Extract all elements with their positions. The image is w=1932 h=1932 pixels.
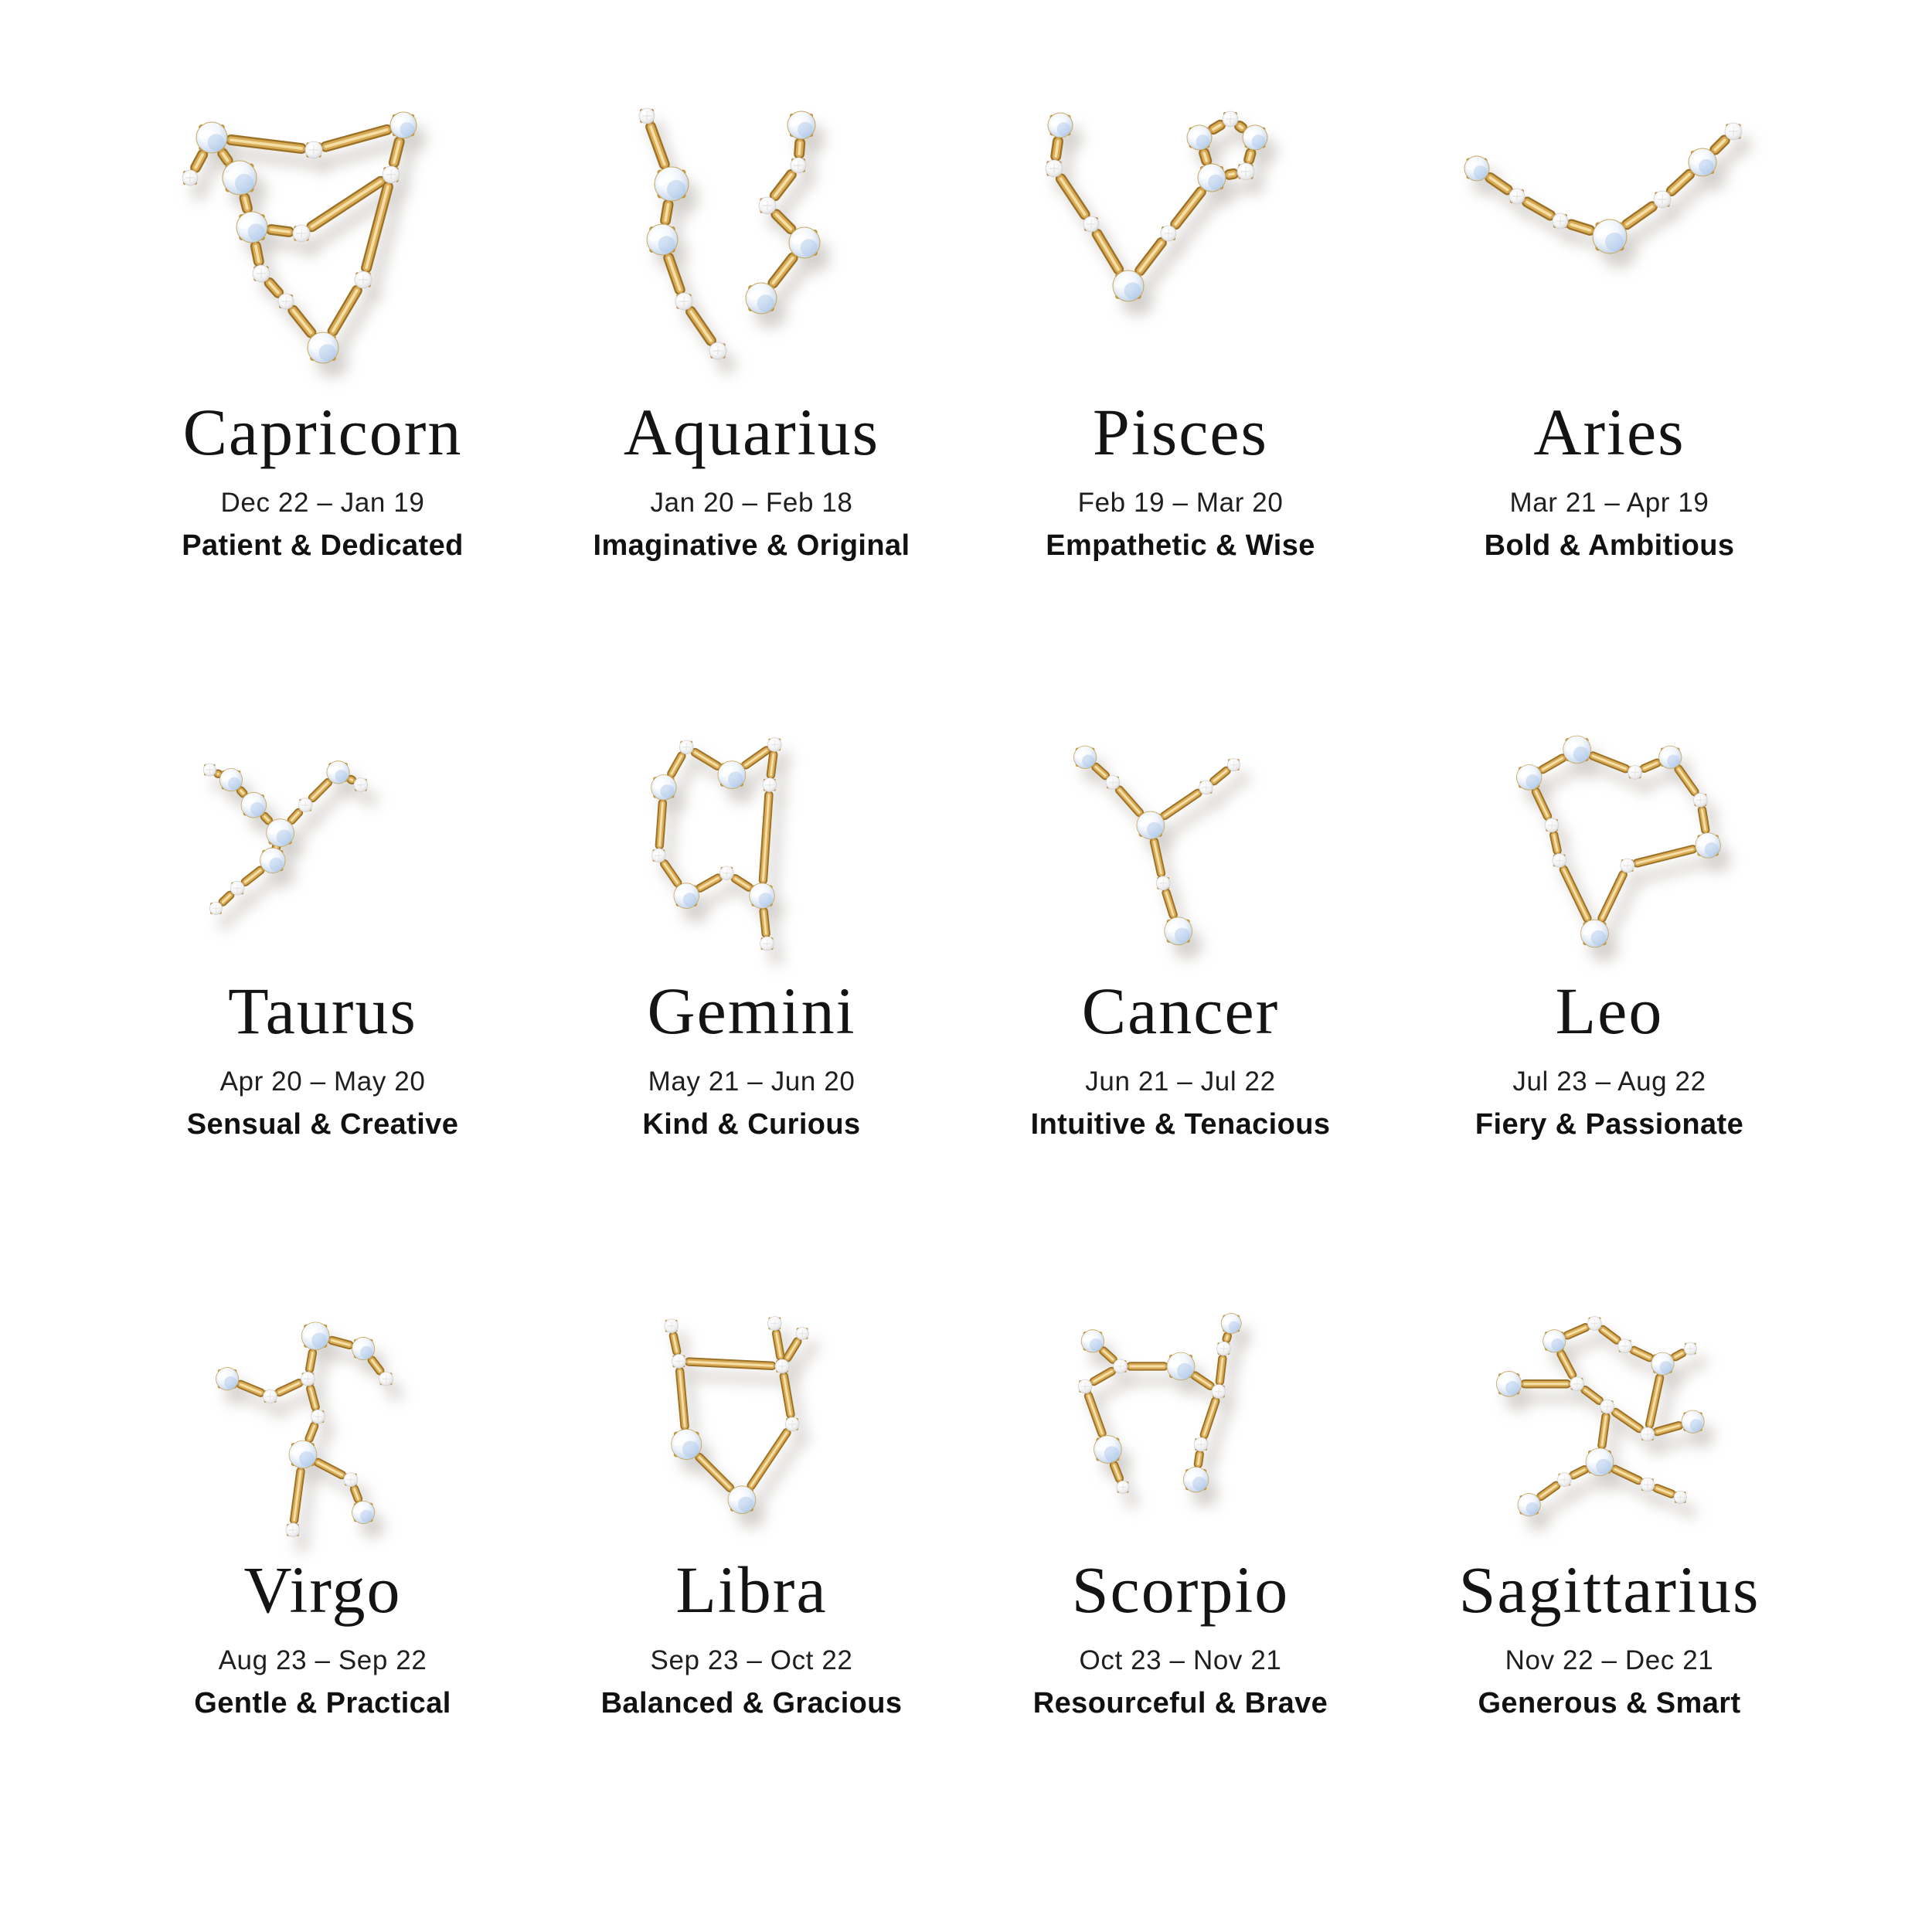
moonstone-gem: [223, 161, 257, 195]
sign-traits: Fiery & Passionate: [1475, 1108, 1744, 1141]
sign-dates: Dec 22 – Jan 19: [220, 487, 425, 518]
constellation-art: [168, 91, 478, 386]
moonstone-gem: [216, 1368, 238, 1390]
constellation-svg: [197, 1311, 449, 1544]
diamond-gem: [1194, 1437, 1208, 1451]
moonstone-gem: [655, 167, 689, 201]
diamond-gem: [343, 1473, 357, 1487]
zodiac-cell-aries: [1395, 91, 1824, 576]
sign-traits: Sensual & Creative: [186, 1108, 459, 1141]
sign-traits: Kind & Curious: [642, 1108, 861, 1141]
constellation-svg: [1055, 732, 1307, 965]
diamond-gem: [1617, 1339, 1631, 1353]
diamond-gem: [775, 1359, 789, 1373]
constellation-svg: [1055, 1311, 1307, 1544]
diamond-gem: [767, 738, 781, 752]
moonstone-gem: [308, 332, 338, 363]
constellation-svg: [1484, 732, 1736, 965]
diamond-gem: [230, 881, 244, 895]
diamond-gem: [672, 1354, 685, 1368]
diamond-gem: [1620, 859, 1634, 872]
diamond-gem: [1078, 1379, 1092, 1393]
sign-name: Sagittarius: [1458, 1553, 1760, 1627]
sign-name: Gemini: [647, 974, 856, 1048]
moonstone-gem: [1586, 1448, 1614, 1476]
diamond-gem: [253, 265, 270, 282]
diamond-gem: [664, 1319, 678, 1333]
moonstone-gem: [326, 761, 349, 784]
constellation-svg: [597, 100, 906, 386]
zodiac-cell-capricorn: [108, 91, 537, 576]
diamond-gem: [1600, 1400, 1614, 1413]
sign-dates: Nov 22 – Dec 21: [1505, 1645, 1714, 1675]
moonstone-gem: [1681, 1410, 1703, 1433]
zodiac-cell-sagittarius: [1395, 1306, 1824, 1727]
diamond-gem: [1106, 775, 1120, 789]
moonstone-gem: [241, 792, 267, 818]
moonstone-gem: [390, 112, 417, 138]
diamond-gem: [1628, 765, 1641, 779]
sign-name: Pisces: [1093, 395, 1268, 469]
moonstone-gem: [787, 111, 815, 139]
sign-dates: Sep 23 – Oct 22: [650, 1645, 853, 1675]
diamond-gem: [1674, 1491, 1686, 1503]
moonstone-gem: [647, 224, 678, 255]
constellation-svg: [197, 732, 449, 965]
moonstone-gem: [749, 883, 774, 909]
diamond-gem: [355, 271, 372, 288]
constellation-svg: [626, 732, 878, 965]
moonstone-gem: [1164, 917, 1192, 945]
sign-name: Virgo: [243, 1553, 402, 1627]
diamond-gem: [651, 849, 665, 862]
diamond-gem: [1227, 758, 1240, 770]
moonstone-gem: [1580, 920, 1608, 947]
moonstone-gem: [728, 1486, 756, 1514]
constellation-art: [1026, 91, 1335, 386]
constellation-art: [1055, 727, 1307, 965]
moonstone-gem: [219, 768, 242, 791]
diamond-gem: [675, 293, 692, 310]
zodiac-cell-libra: [537, 1306, 966, 1727]
diamond-gem: [1684, 1342, 1696, 1355]
diamond-gem: [791, 158, 806, 173]
constellation-art: [197, 1306, 449, 1544]
diamond-gem: [1199, 781, 1213, 794]
moonstone-gem: [1243, 125, 1267, 150]
moonstone-gem: [1695, 833, 1720, 859]
sign-dates: Oct 23 – Nov 21: [1079, 1645, 1282, 1675]
moonstone-gem: [1658, 746, 1681, 768]
sign-traits: Intuitive & Tenacious: [1030, 1108, 1331, 1141]
zodiac-cell-aquarius: [537, 91, 966, 576]
moonstone-gem: [1543, 1330, 1565, 1352]
constellation-art: [1484, 727, 1736, 965]
diamond-gem: [639, 108, 655, 124]
moonstone-gem: [746, 283, 777, 314]
moonstone-gem: [1183, 1467, 1209, 1492]
moonstone-gem: [1136, 811, 1164, 839]
diamond-gem: [1725, 123, 1742, 140]
moonstone-gem: [352, 1337, 374, 1359]
sign-traits: Imaginative & Original: [593, 529, 910, 563]
moonstone-gem: [196, 122, 227, 153]
zodiac-cell-gemini: [537, 727, 966, 1151]
sign-dates: Jun 21 – Jul 22: [1085, 1066, 1276, 1097]
zodiac-cell-leo: [1395, 727, 1824, 1151]
moonstone-gem: [1187, 125, 1212, 150]
diamond-gem: [305, 141, 322, 158]
diamond-gem: [301, 1372, 315, 1386]
moonstone-gem: [1073, 746, 1096, 768]
diamond-gem: [1545, 818, 1559, 832]
sign-name: Leo: [1555, 974, 1664, 1048]
diamond-gem: [759, 197, 776, 214]
diamond-gem: [1156, 876, 1170, 890]
sign-dates: Feb 19 – Mar 20: [1077, 487, 1284, 518]
sign-traits: Empathetic & Wise: [1046, 529, 1315, 563]
diamond-gem: [796, 1327, 808, 1339]
zodiac-cell-taurus: [108, 727, 537, 1151]
sign-name: Cancer: [1081, 974, 1280, 1048]
sign-dates: Mar 21 – Apr 19: [1509, 487, 1709, 518]
diamond-gem: [762, 778, 776, 792]
sign-dates: Apr 20 – May 20: [219, 1066, 426, 1097]
diamond-gem: [209, 902, 222, 914]
moonstone-gem: [301, 1322, 329, 1350]
moonstone-gem: [1516, 765, 1542, 791]
diamond-gem: [1640, 1478, 1654, 1492]
constellation-art: [626, 1306, 878, 1544]
zodiac-row: [0, 576, 1932, 1151]
diamond-gem: [1223, 111, 1238, 127]
diamond-gem: [1640, 1427, 1654, 1441]
moonstone-gem: [1689, 148, 1716, 176]
diamond-gem: [311, 1410, 325, 1423]
diamond-gem: [709, 342, 726, 359]
diamond-gem: [293, 225, 310, 242]
diamond-gem: [1570, 1377, 1583, 1391]
diamond-gem: [278, 294, 294, 309]
constellation-art: [1484, 1306, 1736, 1544]
zodiac-row: [0, 0, 1932, 576]
moonstone-gem: [1518, 1494, 1540, 1516]
diamond-gem: [1654, 191, 1671, 208]
moonstone-gem: [288, 1440, 316, 1468]
diamond-gem: [1161, 226, 1176, 241]
diamond-gem: [1113, 1359, 1127, 1373]
sign-dates: Jan 20 – Feb 18: [650, 487, 853, 518]
moonstone-gem: [1651, 1352, 1673, 1375]
sign-name: Aquarius: [623, 395, 880, 469]
sign-name: Libra: [675, 1553, 828, 1627]
diamond-gem: [1216, 1342, 1230, 1355]
constellation-svg: [1484, 1311, 1736, 1544]
constellation-svg: [1026, 100, 1335, 386]
diamond-gem: [1116, 1481, 1128, 1493]
sign-name: Scorpio: [1071, 1553, 1290, 1627]
diamond-gem: [285, 1523, 299, 1537]
moonstone-gem: [266, 819, 294, 847]
moonstone-gem: [1094, 1436, 1121, 1464]
constellation-art: [626, 727, 878, 965]
moonstone-gem: [671, 1429, 701, 1459]
sign-name: Aries: [1533, 395, 1685, 469]
constellation-svg: [168, 100, 478, 386]
constellation-svg: [1455, 100, 1764, 386]
moonstone-gem: [1593, 219, 1627, 253]
sign-traits: Patient & Dedicated: [182, 529, 464, 563]
sign-name: Taurus: [228, 974, 417, 1048]
moonstone-gem: [1221, 1313, 1241, 1333]
zodiac-row: [0, 1151, 1932, 1727]
zodiac-cell-virgo: [108, 1306, 537, 1727]
sign-traits: Balanced & Gracious: [600, 1687, 903, 1720]
diamond-gem: [767, 1317, 781, 1331]
constellation-art: [597, 91, 906, 386]
diamond-gem: [379, 1372, 393, 1386]
constellation-art: [197, 727, 449, 965]
sign-traits: Bold & Ambitious: [1484, 529, 1735, 563]
diamond-gem: [1693, 793, 1707, 807]
diamond-gem: [383, 166, 400, 183]
diamond-gem: [1587, 1317, 1601, 1331]
zodiac-cell-cancer: [966, 727, 1395, 1151]
sign-traits: Resourceful & Brave: [1032, 1687, 1328, 1720]
sign-dates: May 21 – Jun 20: [648, 1066, 855, 1097]
diamond-gem: [203, 764, 216, 776]
sign-name: Capricorn: [182, 395, 463, 469]
moonstone-gem: [1167, 1352, 1195, 1380]
sign-traits: Gentle & Practical: [194, 1687, 451, 1720]
moonstone-gem: [1464, 156, 1489, 181]
diamond-gem: [263, 1389, 277, 1403]
moonstone-gem: [1048, 113, 1073, 138]
constellation-svg: [626, 1311, 878, 1544]
diamond-gem: [1553, 213, 1568, 229]
constellation-art: [1055, 1306, 1307, 1544]
moonstone-gem: [1113, 270, 1144, 301]
moonstone-gem: [260, 848, 285, 873]
moonstone-gem: [673, 883, 699, 909]
zodiac-cell-scorpio: [966, 1306, 1395, 1727]
moonstone-gem: [651, 775, 676, 801]
moonstone-gem: [717, 761, 745, 789]
sign-dates: Jul 23 – Aug 22: [1512, 1066, 1706, 1097]
diamond-gem: [785, 1417, 799, 1431]
diamond-gem: [1046, 160, 1063, 177]
diamond-gem: [719, 866, 733, 880]
diamond-gem: [1557, 1473, 1571, 1487]
diamond-gem: [298, 798, 312, 812]
constellation-art: [1455, 91, 1764, 386]
moonstone-gem: [1081, 1330, 1104, 1352]
diamond-gem: [353, 778, 367, 792]
moonstone-gem: [1563, 736, 1590, 764]
diamond-gem: [1237, 163, 1254, 180]
diamond-gem: [182, 170, 198, 185]
diamond-gem: [760, 937, 774, 951]
moonstone-gem: [1496, 1371, 1522, 1396]
moonstone-gem: [236, 212, 267, 243]
moonstone-gem: [789, 227, 820, 258]
diamond-gem: [1083, 216, 1099, 232]
moonstone-gem: [352, 1501, 374, 1523]
diamond-gem: [1509, 189, 1525, 204]
diamond-gem: [1552, 854, 1566, 868]
diamond-gem: [1211, 1385, 1225, 1399]
moonstone-gem: [1198, 164, 1226, 192]
sign-dates: Aug 23 – Sep 22: [218, 1645, 427, 1675]
diamond-gem: [679, 740, 693, 754]
zodiac-cell-pisces: [966, 91, 1395, 576]
sign-traits: Generous & Smart: [1478, 1687, 1741, 1720]
